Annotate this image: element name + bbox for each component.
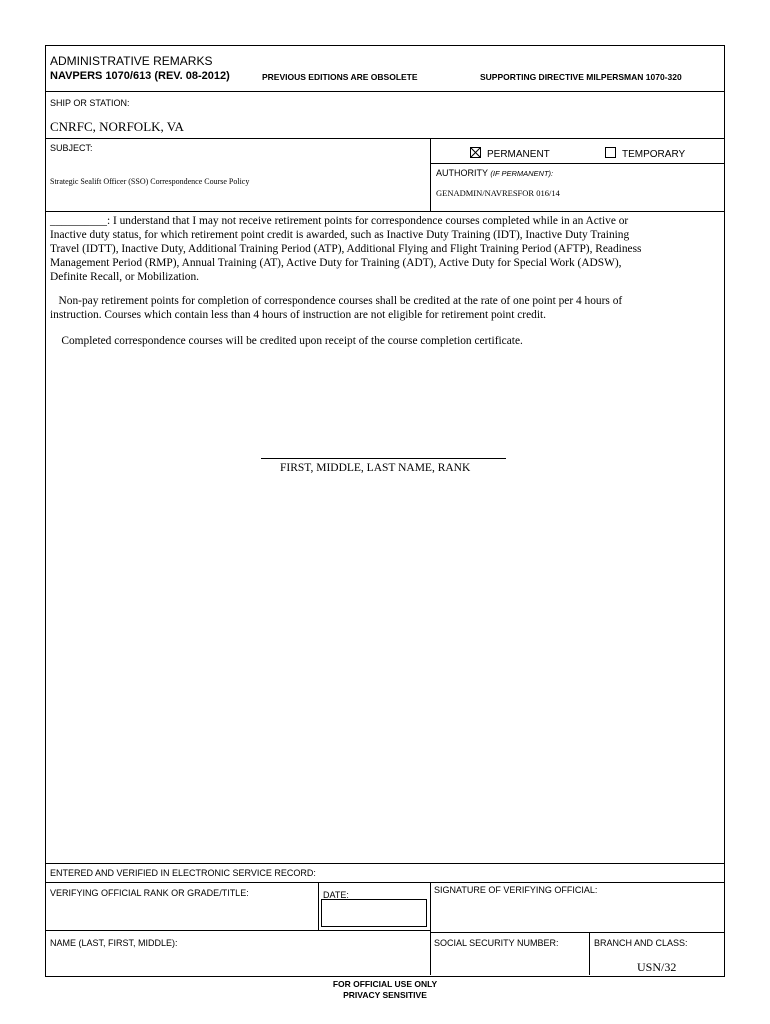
remarks-line: Management Period (RMP), Annual Training (AT), Active Duty for Training (ADT), Active Duty for Special Work (ADSW),: [50, 257, 622, 269]
branch-class-label: BRANCH AND CLASS:: [594, 938, 688, 948]
authority-label-note: (IF PERMANENT):: [490, 169, 554, 178]
supporting-directive: SUPPORTING DIRECTIVE MILPERSMAN 1070-320: [480, 72, 682, 82]
authority-label-text: AUTHORITY: [436, 168, 488, 178]
divider: [46, 863, 724, 864]
divider: [589, 932, 590, 975]
remarks-line: Travel (IDTT), Inactive Duty, Additional Training Period (ATP), Additional Flying and Flight Training Period (AFTP), Readiness: [50, 243, 642, 255]
authority-field[interactable]: GENADMIN/NAVRESFOR 016/14: [436, 188, 560, 198]
temporary-checkbox[interactable]: [605, 147, 616, 158]
divider: [430, 163, 724, 164]
divider: [430, 138, 431, 211]
subject-label: SUBJECT:: [50, 143, 93, 153]
verifying-official-rank-label: VERIFYING OFFICIAL RANK OR GRADE/TITLE:: [50, 888, 249, 898]
remarks-line: Non-pay retirement points for completion of correspondence courses shall be credited at the rate of one point per 4 hours of: [50, 295, 623, 307]
ssn-label: SOCIAL SECURITY NUMBER:: [434, 938, 559, 948]
form-number: NAVPERS 1070/613 (REV. 08-2012): [50, 70, 230, 82]
ship-station-field[interactable]: CNRFC, NORFOLK, VA: [50, 119, 184, 134]
administrative-remarks-form: [45, 45, 725, 977]
remarks-body[interactable]: [50, 214, 722, 348]
temporary-label: TEMPORARY: [622, 149, 686, 160]
remarks-line: __________: I understand that I may not receive retirement points for correspondence courses completed while in an Active or: [50, 215, 629, 227]
divider: [430, 882, 431, 975]
member-signature-line[interactable]: [261, 458, 506, 459]
remarks-line: instruction. Courses which contain less than 4 hours of instruction are not eligible for retirement point credit.: [50, 309, 547, 321]
footer-official-use: FOR OFFICIAL USE ONLY: [332, 979, 438, 989]
branch-class-field[interactable]: USN/32: [637, 960, 677, 974]
ship-station-label: SHIP OR STATION:: [50, 98, 130, 108]
divider: [46, 211, 724, 212]
date-field[interactable]: [321, 899, 427, 927]
verifying-official-signature-label: SIGNATURE OF VERIFYING OFFICIAL:: [434, 885, 598, 895]
name-label: NAME (LAST, FIRST, MIDDLE):: [50, 938, 178, 948]
form-title: ADMINISTRATIVE REMARKS: [50, 54, 213, 68]
divider: [430, 932, 724, 933]
subject-field[interactable]: Strategic Sealift Officer (SSO) Correspondence Course Policy: [50, 177, 250, 186]
divider: [46, 930, 430, 931]
entered-verified-label: ENTERED AND VERIFIED IN ELECTRONIC SERVICE RECORD:: [50, 868, 316, 878]
remarks-line: Inactive duty status, for which retirement point credit is awarded, such as Inactive Duty Training (IDT), Inactive Duty Training: [50, 229, 630, 241]
divider: [46, 882, 724, 883]
date-label: DATE:: [323, 890, 349, 900]
authority-label: [436, 168, 553, 178]
footer-privacy: PRIVACY SENSITIVE: [343, 990, 427, 1000]
remarks-line: Definite Recall, or Mobilization.: [50, 271, 199, 283]
divider: [46, 138, 724, 139]
remarks-line: Completed correspondence courses will be credited upon receipt of the course completion certificate.: [50, 335, 523, 347]
permanent-checkbox[interactable]: [470, 147, 481, 158]
divider: [46, 91, 724, 92]
divider: [318, 882, 319, 930]
member-signature-caption: FIRST, MIDDLE, LAST NAME, RANK: [280, 462, 471, 474]
permanent-label: PERMANENT: [487, 149, 550, 160]
obsolete-notice: PREVIOUS EDITIONS ARE OBSOLETE: [262, 72, 418, 82]
